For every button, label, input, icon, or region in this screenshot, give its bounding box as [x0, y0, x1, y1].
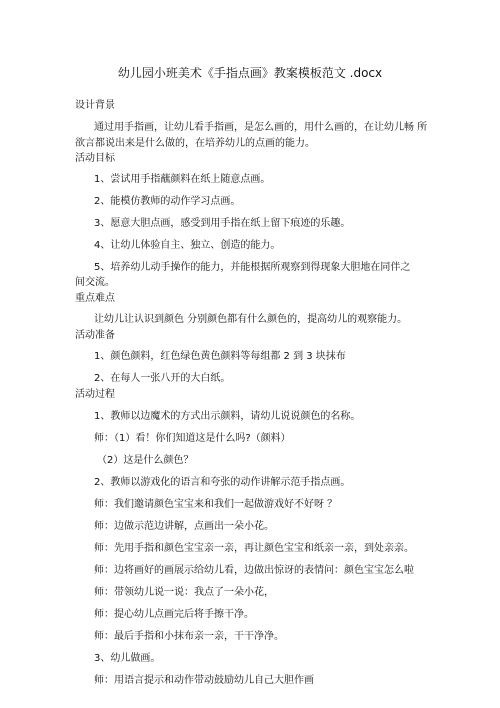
process-line: 师：边将画好的画展示给幼儿看，边做出惊讶的表情问：颜色宝宝怎么啦	[94, 565, 414, 576]
process-line: 师：提心幼儿点画完后将手擦干净。	[94, 609, 254, 620]
section-heading-design-background: 设计背景	[75, 100, 115, 111]
preparation-item: 2、在每人一张八开的大白纸。	[94, 373, 231, 384]
goal-item: 4、让幼儿体验自主、独立、创造的能力。	[94, 240, 281, 251]
process-line: 师：我们邀请颜色宝宝来和我们一起做游戏好不好呀 ？	[94, 499, 338, 510]
process-line: （2）这是什么颜色？	[97, 455, 194, 466]
design-background-paragraph-line2: 欲言都说出来是什么做的，在培养幼儿的点画的能力。	[75, 138, 315, 149]
design-background-paragraph-line1: 通过用手指画，让幼儿看手指画，是怎么画的，用什么画的，在让幼儿畅 所	[94, 122, 428, 133]
process-line: 师：边做示范边讲解，点画出一朵小花。	[94, 521, 274, 532]
section-heading-goals: 活动目标	[75, 153, 115, 164]
process-line: 师：最后手指和小抹布亲一亲，干干净净。	[94, 631, 284, 642]
section-heading-process: 活动过程	[75, 389, 115, 400]
process-line: 2、教师以游戏化的语言和夸张的动作讲解示范手指点画。	[94, 477, 351, 488]
preparation-item: 1、颜色颜料，红色绿色黄色颜料等每组都 2 到 3 块抹布	[94, 351, 346, 362]
document-title: 幼儿园小班美术《手指点画》教案模板范文 .docx	[117, 66, 383, 80]
goal-item: 3、愿意大胆点画，感受到用手指在纸上留下痕迹的乐趣。	[94, 218, 351, 229]
key-points-text: 让幼儿让认识到颜色 分别颜色都有什么颜色的，提高幼儿的观察能力。	[94, 314, 408, 325]
goal-item: 2、能模仿教师的动作学习点画。	[94, 196, 241, 207]
section-heading-key-points: 重点难点	[75, 293, 115, 304]
process-line: 师：（1）看！你们知道这是什么吗?（颜料）	[94, 433, 291, 444]
goal-item: 1、尝试用手指蘸颜料在纸上随意点画。	[94, 174, 271, 185]
process-line: 师：先用手指和颜色宝宝亲一亲，再让颜色宝宝和纸亲一亲，到处亲亲。	[94, 543, 414, 554]
process-line: 师：用语言提示和动作带动鼓励幼儿自己大胆作画	[94, 675, 314, 686]
process-line: 3、幼儿做画。	[94, 653, 161, 664]
process-line: 1、教师以边魔术的方式出示颜料，请幼儿说说颜色的名称。	[94, 411, 361, 422]
section-heading-preparation: 活动准备	[75, 330, 115, 341]
goal-item: 5、培养幼儿动手操作的能力，并能根据所观察到得现象大胆地在同伴之	[94, 262, 411, 273]
process-line: 师：带领幼儿说一说：我点了一朵小花，	[94, 587, 274, 598]
goal-item-continuation: 间交流。	[75, 277, 115, 288]
